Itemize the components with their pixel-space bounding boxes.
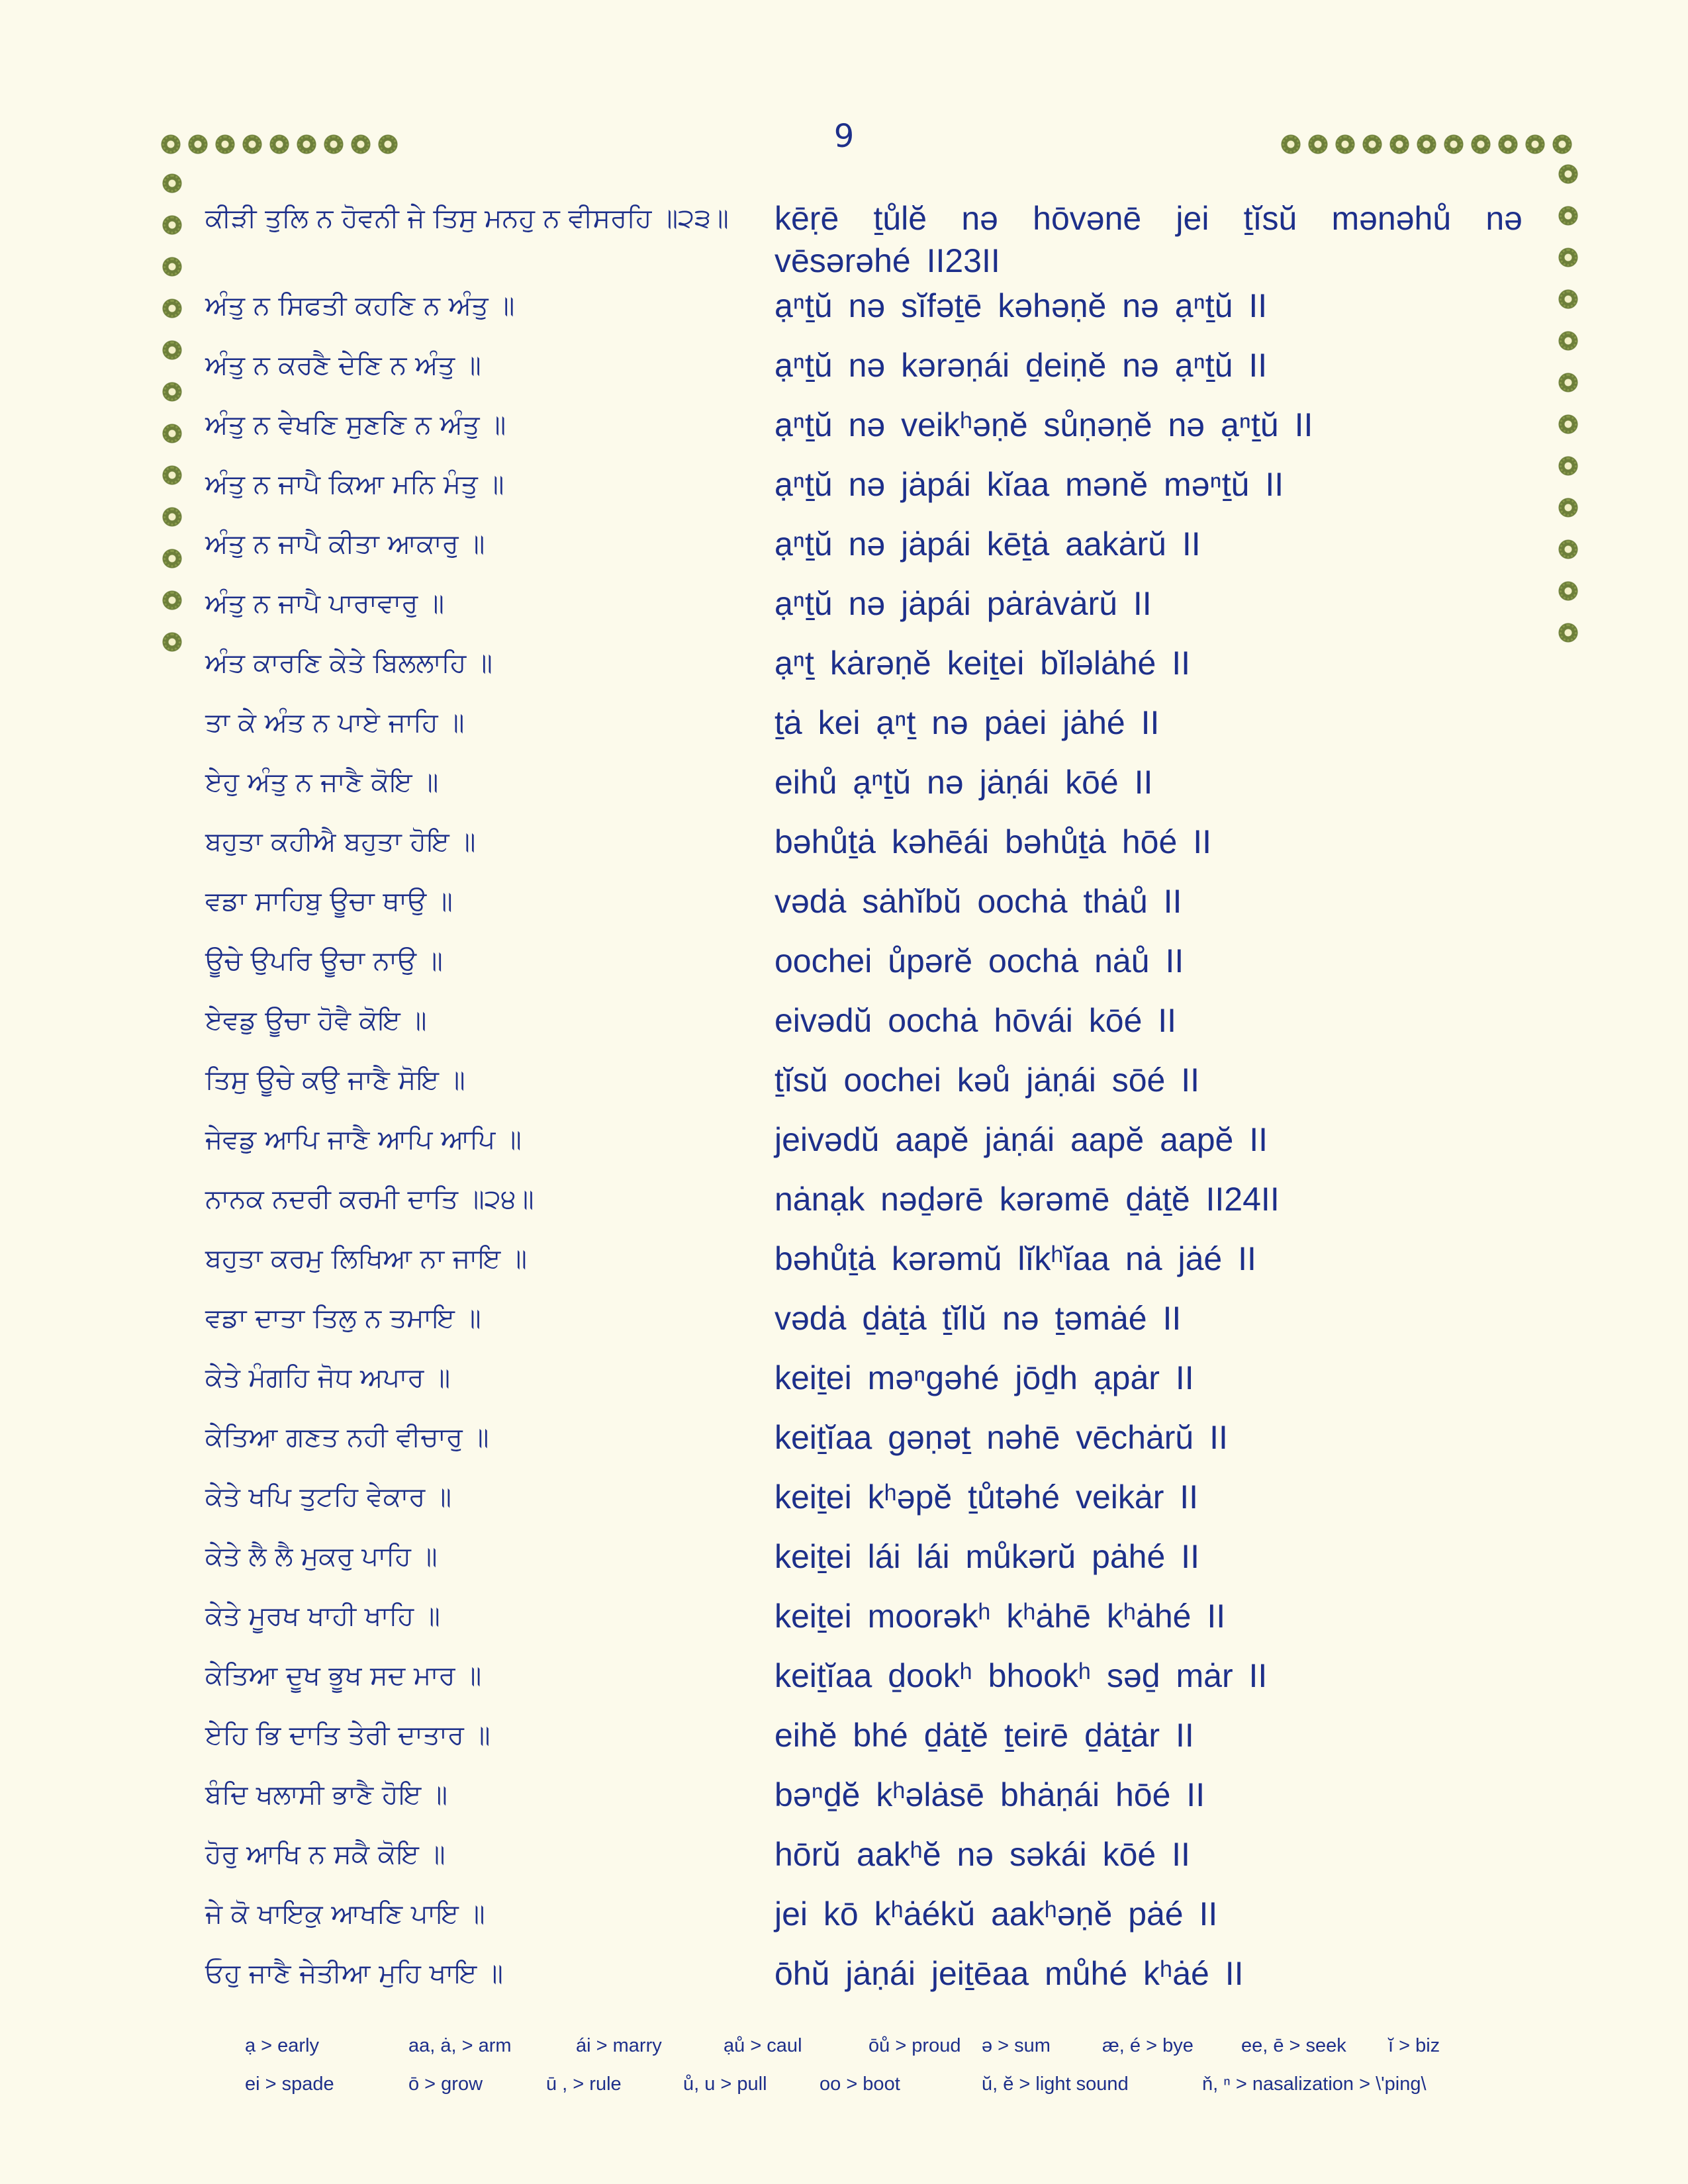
transliteration-line: vədȧ ḏȧṯȧ ṯĭlŭ nə ṯəmȧé II bbox=[774, 1300, 1182, 1337]
flower-icon bbox=[1558, 373, 1578, 392]
gurmukhi-line: ਅੰਤੁ ਨ ਜਾਪੈ ਕਿਆ ਮਨਿ ਮੰਤੁ ॥ bbox=[205, 469, 504, 500]
page-number: 9 bbox=[833, 118, 855, 155]
transliteration-line: ạⁿṯŭ nə jȧpái kēṯȧ aakȧrŭ II bbox=[774, 525, 1201, 563]
legend-item: ŭ, ĕ > light sound bbox=[982, 2073, 1129, 2095]
flower-icon bbox=[351, 134, 371, 154]
verse-row bbox=[205, 285, 1523, 344]
flower-icon bbox=[1558, 539, 1578, 559]
transliteration-line: keiṯei kʰəpĕ ṯůtəhé veikȧr II bbox=[774, 1479, 1199, 1516]
legend-row bbox=[245, 2073, 1503, 2112]
verse-row bbox=[205, 1118, 1523, 1178]
flower-icon bbox=[162, 632, 182, 652]
gurmukhi-line: ਏਵਡੁ ਊਚਾ ਹੋਵੈ ਕੋਇ ॥ bbox=[205, 1005, 427, 1036]
flower-icon bbox=[324, 134, 344, 154]
transliteration-line: nȧnạk nəḏərē kərəmē ḏȧṯĕ II24II bbox=[774, 1181, 1280, 1218]
flower-icon bbox=[1281, 134, 1301, 154]
flower-icon bbox=[1558, 206, 1578, 226]
gurmukhi-line: ਕੇਤੇ ਮੰਗਹਿ ਜੋਧ ਅਪਾਰ ॥ bbox=[205, 1363, 451, 1393]
gurmukhi-line: ਓਹੁ ਜਾਣੈ ਜੇਤੀਆ ਮੁਹਿ ਖਾਇ ॥ bbox=[205, 1958, 503, 1989]
verse-row bbox=[205, 1774, 1523, 1833]
pronunciation-legend bbox=[245, 2035, 1503, 2112]
flower-icon bbox=[162, 424, 182, 443]
transliteration-line: ạⁿṯŭ nə jȧpái kĭaa mənĕ məⁿṯŭ II bbox=[774, 466, 1284, 503]
gurmukhi-line: ਤਿਸੁ ਊਚੇ ਕਉ ਜਾਣੈ ਸੋਇ ॥ bbox=[205, 1065, 465, 1095]
verse-row bbox=[205, 344, 1523, 404]
verse-row bbox=[205, 702, 1523, 761]
flower-icon bbox=[1552, 134, 1572, 154]
verse-row bbox=[205, 523, 1523, 582]
flower-icon bbox=[161, 134, 181, 154]
flower-icon bbox=[1498, 134, 1518, 154]
gurmukhi-line: ਅੰਤ ਕਾਰਣਿ ਕੇਤੇ ਬਿਲਲਾਹਿ ॥ bbox=[205, 648, 492, 678]
gurmukhi-line: ਅੰਤੁ ਨ ਵੇਖਣਿ ਸੁਣਣਿ ਨ ਅੰਤੁ ॥ bbox=[205, 410, 506, 440]
flower-icon bbox=[162, 382, 182, 402]
transliteration-line: jei kō kʰȧékŭ aakʰəṇĕ pȧé II bbox=[774, 1895, 1218, 1933]
legend-item: ə > sum bbox=[982, 2035, 1051, 2056]
verse-row bbox=[205, 1952, 1523, 2012]
gurmukhi-line: ਏਹਿ ਭਿ ਦਾਤਿ ਤੇਰੀ ਦਾਤਾਰ ॥ bbox=[205, 1720, 491, 1751]
transliteration-line: bəhůṯȧ kəhēái bəhůṯȧ hōé II bbox=[774, 823, 1211, 860]
flower-icon bbox=[1525, 134, 1545, 154]
verse-row bbox=[205, 1357, 1523, 1416]
transliteration-line: jeivədŭ aapĕ jȧṇái aapĕ aapĕ II bbox=[774, 1121, 1268, 1158]
legend-item: ō > grow bbox=[408, 2073, 483, 2095]
flower-icon bbox=[162, 215, 182, 235]
legend-item: ōů > proud bbox=[868, 2035, 961, 2056]
transliteration-line: ṯĭsŭ oochei kəů jȧṇái sōé II bbox=[774, 1062, 1200, 1099]
legend-row bbox=[245, 2035, 1503, 2073]
gurmukhi-line: ਕੇਤਿਆ ਦੂਖ ਭੂਖ ਸਦ ਮਾਰ ॥ bbox=[205, 1661, 482, 1691]
flower-icon bbox=[162, 298, 182, 318]
gurmukhi-line: ਤਾ ਕੇ ਅੰਤ ਨ ਪਾਏ ਜਾਹਿ ॥ bbox=[205, 707, 465, 738]
transliteration-line: hōrŭ aakʰĕ nə səkái kōé II bbox=[774, 1836, 1190, 1873]
flower-icon bbox=[242, 134, 262, 154]
transliteration-line: ạⁿṯŭ nə kərəṇái ḏeiṇĕ nə ạⁿṯŭ II bbox=[774, 347, 1268, 384]
verse-row bbox=[205, 1893, 1523, 1952]
legend-item: ee, ē > seek bbox=[1241, 2035, 1346, 2056]
gurmukhi-line: ਬੰਦਿ ਖਲਾਸੀ ਭਾਣੈ ਹੋਇ ॥ bbox=[205, 1780, 447, 1810]
legend-item: ạ > early bbox=[245, 2035, 320, 2056]
verse-row bbox=[205, 1297, 1523, 1357]
legend-item: ái > marry bbox=[576, 2035, 662, 2056]
flower-icon bbox=[1471, 134, 1491, 154]
gurmukhi-line: ਅੰਤੁ ਨ ਸਿਫਤੀ ਕਹਣਿ ਨ ਅੰਤੁ ॥ bbox=[205, 291, 515, 321]
flower-icon bbox=[1558, 456, 1578, 476]
gurmukhi-line: ਜੇਵਡੁ ਆਪਿ ਜਾਣੈ ਆਪਿ ਆਪਿ ॥ bbox=[205, 1124, 522, 1155]
flower-icon bbox=[162, 340, 182, 360]
verse-row bbox=[205, 821, 1523, 880]
flower-icon bbox=[1444, 134, 1464, 154]
legend-item: oo > boot bbox=[820, 2073, 900, 2095]
legend-item: æ, é > bye bbox=[1102, 2035, 1194, 2056]
flower-icon bbox=[162, 465, 182, 485]
flower-icon bbox=[1558, 289, 1578, 309]
transliteration-line: oochei ůpərĕ oochȧ nȧů II bbox=[774, 942, 1184, 979]
flower-icon bbox=[1558, 331, 1578, 351]
flower-icon bbox=[269, 134, 289, 154]
flower-icon bbox=[1417, 134, 1436, 154]
gurmukhi-line: ਊਚੇ ਉਪਰਿ ਊਚਾ ਨਾਉ ॥ bbox=[205, 946, 443, 976]
verse-row bbox=[205, 880, 1523, 940]
flower-icon bbox=[378, 134, 398, 154]
flower-icon bbox=[162, 507, 182, 527]
left-flower-border bbox=[159, 173, 185, 674]
gurmukhi-line: ਕੀੜੀ ਤੁਲਿ ਨ ਹੋਵਨੀ ਜੇ ਤਿਸੁ ਮਨਹੁ ਨ ਵੀਸਰਹਿ ॥੨੩॥ bbox=[205, 203, 729, 234]
verse-row bbox=[205, 642, 1523, 702]
transliteration-line: ạⁿṯ kȧrəṇĕ keiṯei bĭləlȧhé II bbox=[774, 645, 1191, 682]
transliteration-line: bəⁿḏĕ kʰəlȧsē bhȧṇái hōé II bbox=[774, 1776, 1205, 1813]
gurmukhi-line: ਨਾਨਕ ਨਦਰੀ ਕਰਮੀ ਦਾਤਿ ॥੨੪॥ bbox=[205, 1184, 534, 1214]
transliteration-line: keiṯei moorəkʰ kʰȧhē kʰȧhé II bbox=[774, 1598, 1226, 1635]
verse-row bbox=[205, 940, 1523, 999]
gurmukhi-line: ਕੇਤਿਆ ਗਣਤ ਨਹੀ ਵੀਚਾਰੁ ॥ bbox=[205, 1422, 489, 1453]
flower-icon bbox=[1558, 414, 1578, 434]
transliteration-line: bəhůṯȧ kərəmŭ lĭkʰĭaa nȧ jȧé II bbox=[774, 1240, 1256, 1277]
gurmukhi-line: ਅੰਤੁ ਨ ਕਰਣੈ ਦੇਣਿ ਨ ਅੰਤੁ ॥ bbox=[205, 350, 481, 381]
flower-icon bbox=[1558, 498, 1578, 518]
right-top-flower-border bbox=[1281, 131, 1579, 158]
transliteration-line: keiṯei məⁿgəhé jōḏh ạpȧr II bbox=[774, 1359, 1194, 1396]
verse-row bbox=[205, 1238, 1523, 1297]
gurmukhi-line: ਬਹੁਤਾ ਕਹੀਐ ਬਹੁਤਾ ਹੋਇ ॥ bbox=[205, 827, 476, 857]
transliteration-line: ōhŭ jȧṇái jeiṯēaa můhé kʰȧé II bbox=[774, 1955, 1244, 1992]
legend-item: ů, u > pull bbox=[683, 2073, 767, 2095]
verse-row bbox=[205, 761, 1523, 821]
legend-item: ĭ > biz bbox=[1388, 2035, 1440, 2056]
verse-row bbox=[205, 1476, 1523, 1535]
gurmukhi-line: ਬਹੁਤਾ ਕਰਮੁ ਲਿਖਿਆ ਨਾ ਜਾਇ ॥ bbox=[205, 1244, 527, 1274]
transliteration-line: eihĕ bhé ḏȧṯĕ ṯeirē ḏȧṯȧr II bbox=[774, 1717, 1194, 1754]
flower-icon bbox=[162, 173, 182, 193]
gurmukhi-line: ਕੇਤੇ ਲੈ ਲੈ ਮੁਕਰੁ ਪਾਹਿ ॥ bbox=[205, 1541, 438, 1572]
gurmukhi-line: ਅੰਤੁ ਨ ਜਾਪੈ ਕੀਤਾ ਆਕਾਰੁ ॥ bbox=[205, 529, 485, 559]
verse-row bbox=[205, 999, 1523, 1059]
verse-row bbox=[205, 1655, 1523, 1714]
flower-icon bbox=[1558, 581, 1578, 601]
transliteration-line: eivədŭ oochȧ hōvái kōé II bbox=[774, 1002, 1177, 1039]
legend-item: ň, ⁿ > nasalization > \'ping\ bbox=[1202, 2073, 1427, 2095]
flower-icon bbox=[1558, 623, 1578, 643]
legend-item: ū , > rule bbox=[546, 2073, 622, 2095]
flower-icon bbox=[1389, 134, 1409, 154]
verse-row bbox=[205, 1714, 1523, 1774]
transliteration-line: vədȧ sȧhĭbŭ oochȧ thȧů II bbox=[774, 883, 1182, 920]
gurmukhi-line: ਹੋਰੁ ਆਖਿ ਨ ਸਕੈ ਕੋਇ ॥ bbox=[205, 1839, 445, 1870]
transliteration-line: keiṯĭaa gəṇəṯ nəhē vēchȧrŭ II bbox=[774, 1419, 1228, 1456]
transliteration-line: ṯȧ kei ạⁿṯ nə pȧei jȧhé II bbox=[774, 704, 1160, 741]
flower-icon bbox=[162, 590, 182, 610]
left-top-flower-border bbox=[161, 131, 405, 158]
verse-row bbox=[205, 1595, 1523, 1655]
gurmukhi-line: ਏਹੁ ਅੰਤੁ ਨ ਜਾਣੈ ਕੋਇ ॥ bbox=[205, 767, 439, 797]
verse-table bbox=[205, 197, 1523, 2012]
gurmukhi-line: ਜੇ ਕੋ ਖਾਇਕੁ ਆਖਣਿ ਪਾਇ ॥ bbox=[205, 1899, 485, 1929]
verse-row bbox=[205, 463, 1523, 523]
gurmukhi-line: ਵਡਾ ਦਾਤਾ ਤਿਲੁ ਨ ਤਮਾਇ ॥ bbox=[205, 1303, 481, 1334]
transliteration-line: eihů ạⁿṯŭ nə jȧṇái kōé II bbox=[774, 764, 1153, 801]
verse-row bbox=[205, 197, 1523, 285]
flower-icon bbox=[1308, 134, 1328, 154]
flower-icon bbox=[188, 134, 208, 154]
legend-item: aa, ȧ, > arm bbox=[408, 2035, 512, 2056]
transliteration-line: ạⁿṯŭ nə jȧpái pȧrȧvȧrŭ II bbox=[774, 585, 1152, 622]
verse-row bbox=[205, 1535, 1523, 1595]
transliteration-line: kēṛē ṯůlĕ nə hōvənē jei ṯĭsŭ mənəhů nə vēsərəhé II23II bbox=[774, 200, 1523, 279]
flower-icon bbox=[215, 134, 235, 154]
legend-item: ei > spade bbox=[245, 2073, 334, 2095]
verse-row bbox=[205, 1178, 1523, 1238]
legend-item: ạů > caul bbox=[724, 2035, 802, 2056]
flower-icon bbox=[162, 549, 182, 569]
verse-row bbox=[205, 1833, 1523, 1893]
flower-icon bbox=[1362, 134, 1382, 154]
verse-row bbox=[205, 1059, 1523, 1118]
verse-row bbox=[205, 582, 1523, 642]
right-flower-border bbox=[1555, 164, 1581, 664]
flower-icon bbox=[162, 257, 182, 277]
verse-row bbox=[205, 404, 1523, 463]
transliteration-line: ạⁿṯŭ nə veikʰəṇĕ sůṇəṇĕ nə ạⁿṯŭ II bbox=[774, 406, 1313, 443]
verse-row bbox=[205, 1416, 1523, 1476]
transliteration-line: keiṯĭaa ḏookʰ bhookʰ səḏ mȧr II bbox=[774, 1657, 1268, 1694]
transliteration-line: keiṯei lái lái můkərŭ pȧhé II bbox=[774, 1538, 1199, 1575]
flower-icon bbox=[1558, 248, 1578, 267]
gurmukhi-line: ਕੇਤੇ ਖਪਿ ਤੁਟਹਿ ਵੇਕਾਰ ॥ bbox=[205, 1482, 451, 1512]
gurmukhi-line: ਕੇਤੇ ਮੂਰਖ ਖਾਹੀ ਖਾਹਿ ॥ bbox=[205, 1601, 440, 1631]
gurmukhi-line: ਵਡਾ ਸਾਹਿਬੁ ਊਚਾ ਥਾਉ ॥ bbox=[205, 886, 453, 917]
flower-icon bbox=[1558, 164, 1578, 184]
transliteration-line: ạⁿṯŭ nə sĭfəṯē kəhəṇĕ nə ạⁿṯŭ II bbox=[774, 287, 1268, 324]
gurmukhi-line: ਅੰਤੁ ਨ ਜਾਪੈ ਪਾਰਾਵਾਰੁ ॥ bbox=[205, 588, 444, 619]
flower-icon bbox=[297, 134, 316, 154]
flower-icon bbox=[1335, 134, 1355, 154]
